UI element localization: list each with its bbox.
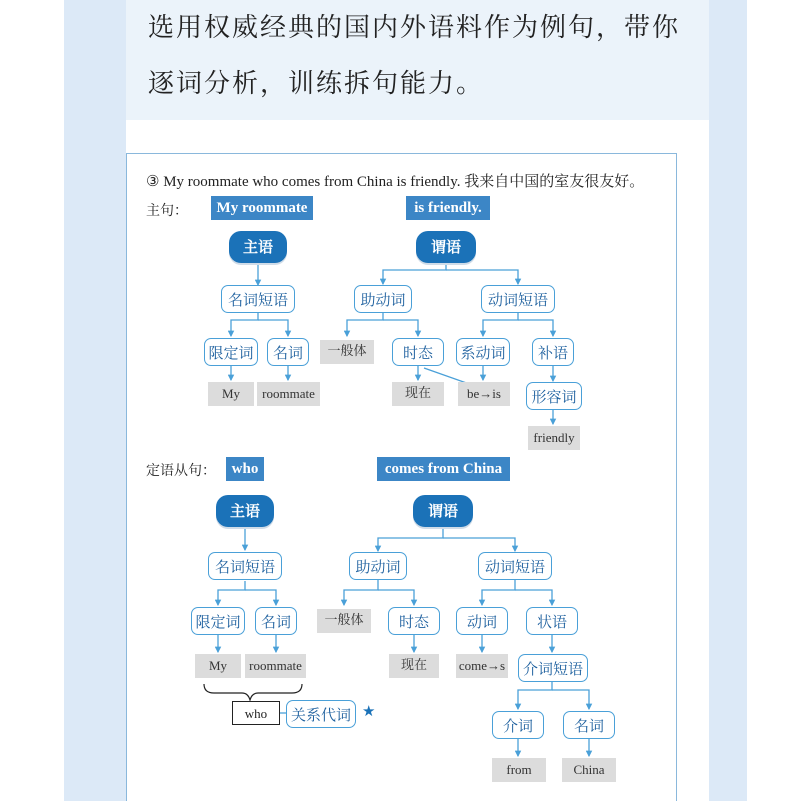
main-noun-phrase-node: 名词短语 [221,285,295,313]
relative-subject-node: 主语 [216,495,274,527]
main-tense-node: 时态 [392,338,444,366]
relative-verb-phrase-node: 动词短语 [478,552,552,580]
main-word-roommate: roommate [257,382,320,406]
main-general-leaf: 一般体 [320,340,374,364]
relative-present-leaf: 现在 [389,654,439,678]
relative-word-comes: come→s [456,654,508,678]
main-predicate-node: 谓语 [416,231,476,263]
relative-word-from: from [492,758,546,782]
main-determiner-node: 限定词 [204,338,258,366]
main-adjective-node: 形容词 [526,382,582,410]
relative-noun-node: 名词 [255,607,297,635]
relative-word-china: China [562,758,616,782]
relative-auxiliary-node: 助动词 [349,552,407,580]
intro-text: 选用权威经典的国内外语料作为例句，带你逐词分析，训练拆句能力。 [148,13,681,99]
main-predicate-highlight: is friendly. [406,196,490,220]
relative-subject-highlight: who [226,457,264,481]
star-icon: ★ [362,702,376,720]
main-word-my: My [208,382,254,406]
main-word-friendly: friendly [528,426,580,450]
relative-prep-phrase-node: 介词短语 [518,654,588,682]
relative-word-who: who [232,701,280,725]
relative-determiner-node: 限定词 [191,607,245,635]
main-auxiliary-node: 助动词 [354,285,412,313]
relative-adverbial-node: 状语 [526,607,578,635]
main-complement-node: 补语 [532,338,574,366]
relative-pronoun-node: 关系代词 [286,700,356,728]
relative-word-roommate: roommate [245,654,306,678]
main-present-leaf: 现在 [392,382,444,406]
main-verb-phrase-node: 动词短语 [481,285,555,313]
relative-verb-node: 动词 [456,607,508,635]
main-linking-verb-node: 系动词 [456,338,510,366]
main-noun-node: 名词 [267,338,309,366]
relative-noun2-node: 名词 [563,711,615,739]
relative-predicate-node: 谓语 [413,495,473,527]
main-subject-highlight: My roommate [211,196,313,220]
relative-clause-label: 定语从句： [146,463,216,479]
main-word-be-is: be→is [458,382,510,406]
relative-predicate-highlight: comes from China [377,457,510,481]
relative-preposition-node: 介词 [492,711,544,739]
relative-general-leaf: 一般体 [317,609,371,633]
main-clause-label: 主句： [146,203,188,219]
relative-tense-node: 时态 [388,607,440,635]
example-sentence: ③ My roommate who comes from China is friendly. 我来自中国的室友很友好。 [146,174,645,190]
main-subject-node: 主语 [229,231,287,263]
relative-noun-phrase-node: 名词短语 [208,552,282,580]
relative-word-my: My [195,654,241,678]
